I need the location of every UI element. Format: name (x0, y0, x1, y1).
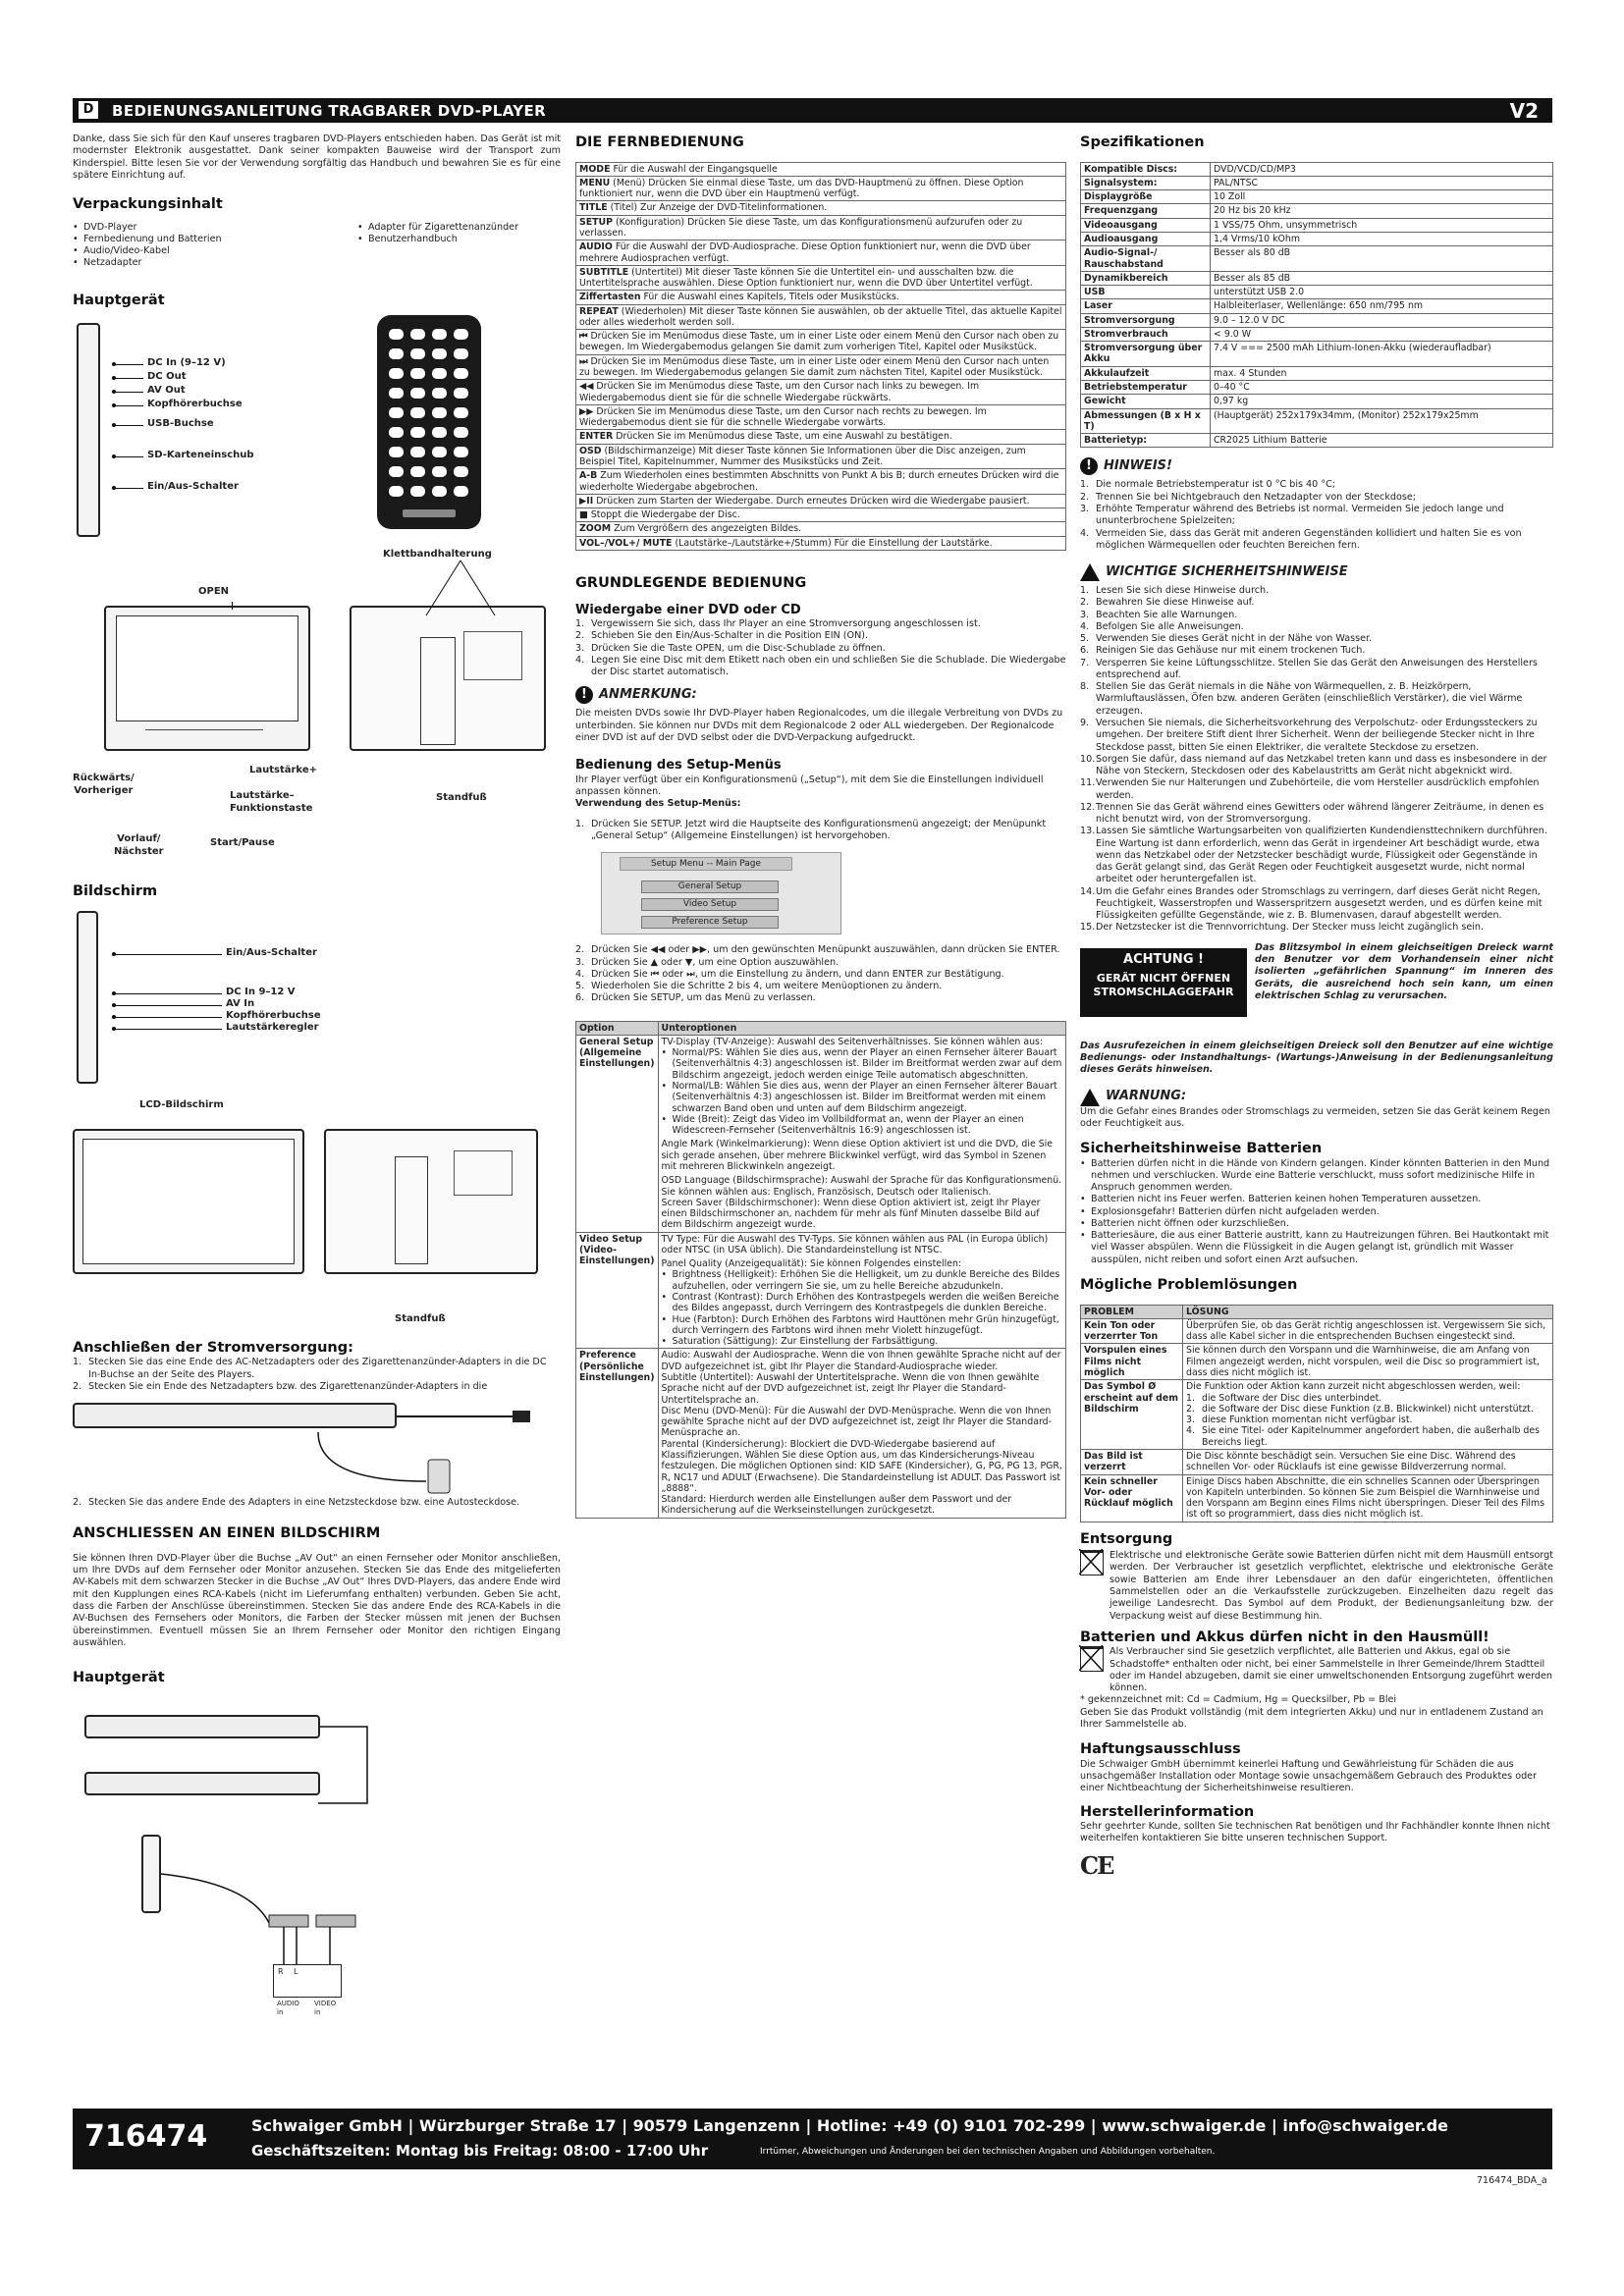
remote-row (576, 469, 1066, 495)
next-label: Vorlauf/ Nächster (114, 833, 164, 858)
port-label-headphone: Kopfhörerbuchse (147, 399, 243, 410)
column-right (1080, 133, 1553, 1881)
achtung-block (1080, 942, 1553, 1041)
battery-disposal-text: Als Verbraucher sind Sie gesetzlich verpflichtet, alle Batterien und Akkus, egal ob sie Schadstoffe* enthalten oder nicht, bei einer Sammelstelle in Ihrer Gemeinde/Ihrem Stadtteil oder im Handel abzugeben, damit sie einer umweltschonenden Entsorgung zugeführt werden können. (1110, 1646, 1552, 1694)
specs-heading: Spezifikationen (1080, 134, 1205, 150)
safety-item: 15. Der Netzstecker ist die Trennvorrichtung. Der Stecker muss leicht zugänglich sein. (1080, 922, 1485, 934)
safety-item: 11. Verwenden Sie nur Halterungen und Zubehörteile, die vom Hersteller ausdrücklich empfohlen werden. (1080, 777, 1540, 801)
remote-desc: Drücken Sie im Menümodus diese Taste, um in einer Liste oder einem Menü den Cursor nach unten zu bewegen. Im Wiedergabemodus gelangen Sie damit zum nächsten Titel, Kapitel oder Musikstück. (579, 355, 1050, 379)
spec-label: Batterietyp: (1081, 434, 1211, 448)
power-figure (73, 1393, 561, 1497)
port-label-dc-in: DC In (9–12 V) (147, 357, 226, 369)
safety-heading: WICHTIGE SICHERHEITSHINWEISE (1106, 563, 1348, 579)
safety-item: 1. Lesen Sie sich diese Hinweise durch. (1080, 585, 1270, 597)
spec-row (1081, 299, 1553, 313)
remote-row (576, 508, 1066, 522)
package-item: • Fernbedienung und Batterien (73, 234, 357, 245)
strap-pointer (416, 559, 505, 617)
screen-front-view (73, 1129, 304, 1274)
remote-desc: Zum Vergrößern des angezeigten Bildes. (614, 523, 802, 535)
disposal-heading: Entsorgung (1080, 1530, 1173, 1547)
setup-menu-video[interactable]: Video Setup (641, 898, 779, 911)
spec-label: Stromversorgung über Akku (1081, 342, 1211, 367)
article-number: 716474 (84, 2119, 208, 2154)
battery-disposal-note: * gekennzeichnet mit: Cd = Cadmium, Hg = Quecksilber, Pb = Blei (1080, 1694, 1397, 1706)
basic-heading: GRUNDLEGENDE BEDIENUNG (575, 574, 807, 591)
remote-desc: Zum Wiederholen eines bestimmten Abschnitts von Punkt A bis B; durch erneutes Drücken wird die wiederholte Wiedergabe abgebrochen. (579, 470, 1059, 493)
package-list (73, 222, 561, 270)
spec-label: Gewicht (1081, 395, 1211, 408)
screen-av-in-label: AV In (226, 997, 255, 1009)
spec-value: 0,97 kg (1211, 395, 1553, 408)
spec-label: Betriebstemperatur (1081, 381, 1211, 395)
spec-label: Signalsystem: (1081, 176, 1211, 189)
spec-row (1081, 218, 1553, 232)
package-item: • Audio/Video-Kabel (73, 245, 357, 257)
remote-desc: Drücken zum Starten der Wiedergabe. Durch erneutes Drücken wird die Wiedergabe pausiert. (596, 495, 1030, 507)
screen-volume-label: Lautstärkeregler (226, 1021, 319, 1033)
remote-row (576, 265, 1066, 291)
setup-text: Ihr Player verfügt über ein Konfigurationsmenü („Setup“), mit dem Sie die Einstellungen individuell anpassen können. (575, 774, 1044, 798)
liability-heading: Haftungsausschluss (1080, 1741, 1241, 1758)
power-cable (73, 1393, 544, 1497)
remote-key-sub: (Bildschirmanzeige) (601, 445, 696, 456)
port-label-usb: USB-Buchse (147, 418, 214, 430)
screen-power-label: Ein/Aus-Schalter (226, 946, 317, 958)
column-left (73, 133, 561, 2016)
remote-key: OSD (579, 445, 602, 456)
safety-item: 4. Befolgen Sie alle Anweisungen. (1080, 620, 1244, 632)
screen-dc-in-label: DC In 9–12 V (226, 986, 296, 997)
remote-row (576, 430, 1066, 444)
setup-steps-2: 2. Drücken Sie ◀◀ oder ▶▶, um den gewünschten Menüpunkt auszuwählen, dann drücken Sie ENTER. 3. Drücken Sie ▲ oder ▼, um eine Option auszuwählen. 4. Drücken Sie ⏮ oder ⏭, um die Einstellung zu ändern, und dann ENTER zur Bestätigung. 5. Wiederholen Sie die Schritte 2 bis 4, um weitere Menüoptionen zu ändern. 6. Drücken Sie SETUP, um das Menü zu verlassen. (575, 944, 1060, 1004)
spec-row (1081, 176, 1553, 189)
remote-key: SUBTITLE (579, 266, 629, 278)
setup-steps-1: 1. Drücken Sie SETUP. Jetzt wird die Hauptseite des Konfigurationsmenü angezeigt; der Menüpunkt „General Setup“ (Allgemeine Einstellungen) ist hervorgehoben. (575, 818, 1047, 841)
spec-row (1081, 313, 1553, 327)
volume-minus-label: Lautstärke– Funktionstaste (230, 790, 313, 815)
power-step: Stecken Sie das andere Ende des Adapters in eine Netzsteckdose bzw. eine Autosteckdose. (88, 1497, 520, 1509)
safety-item: 9. Versuchen Sie niemals, die Sicherheitsvorkehrung des Verpolschutz- oder Erdungssteckers zu umgehen. Der breitere Stift dient Ihrer Sicherheit. Wenn der beiliegende Stecker nicht in Ihre Steckdose passt, bitten Sie einen Elektriker, die veraltete Steckdose zu ersetzen. (1080, 717, 1538, 753)
business-hours: Geschäftszeiten: Montag bis Freitag: 08:00 - 17:00 Uhr (251, 2142, 709, 2160)
warnung-text: Um die Gefahr eines Brandes oder Stromschlags zu vermeiden, setzen Sie das Gerät keinem Regen oder Feuchtigkeit aus. (1080, 1105, 1551, 1129)
spec-value: 1,4 Vrms/10 kOhm (1211, 232, 1553, 245)
safety-item: 2. Bewahren Sie diese Hinweise auf. (1080, 597, 1255, 609)
remote-row (576, 380, 1066, 405)
spec-row (1081, 204, 1553, 218)
remote-desc: Zur Anzeige der DVD-Titelinformationen. (640, 202, 828, 214)
spec-value: 20 Hz bis 20 kHz (1211, 204, 1553, 218)
hinweis-list: 1. Die normale Betriebstemperatur ist 0 °C bis 40 °C; 2. Trennen Sie bei Nichtgebrauch den Netzadapter von der Steckdose; 3. Erhöhte Temperatur während des Betriebs ist normal. Vermeiden Sie jedoch lange und ununterbrochene Spielzeiten; 4. Vermeiden Sie, dass das Gerät mit anderen Gegenständen kollidiert und halten Sie es von möglichen Wärmequellen oder feuchten Bereichen fern. (1080, 479, 1522, 551)
remote-desc: Für die Auswahl der DVD-Audiosprache. Diese Option funktioniert nur, wenn die DVD über mehrere Audiosprachen verfügt. (579, 241, 1031, 264)
column-middle (575, 133, 1066, 1519)
spec-row (1081, 286, 1553, 299)
spec-value: Halbleiterlaser, Wellenlänge: 650 nm/795 nm (1211, 299, 1553, 313)
spec-label: Abmessungen (B x H x T) (1081, 408, 1211, 434)
spec-row (1081, 342, 1553, 367)
remote-key: MENU (579, 177, 611, 188)
manufacturer-heading: Herstellerinformation (1080, 1803, 1255, 1820)
remote-desc: Drücken Sie im Menümodus diese Taste, um eine Auswahl zu bestätigen. (616, 431, 952, 443)
remote-desc: Für die Auswahl der Eingangsquelle (613, 163, 778, 175)
remote-row (576, 444, 1066, 469)
safety-list (1080, 585, 1553, 934)
warnung-heading: WARNUNG: (1106, 1089, 1187, 1104)
footer-disclaimer: Irrtümer, Abweichungen und Änderungen bei den technischen Angaben und Abbildungen vorbehalten. (760, 2147, 1216, 2157)
spec-label: Kompatible Discs: (1081, 162, 1211, 176)
battery-disposal-note-2: Geben Sie das Produkt vollständig (mit dem integrierten Akku) und nur in entladenem Zustand an Ihrer Sammelstelle ab. (1080, 1706, 1543, 1730)
remote-key: Ziffertasten (579, 292, 641, 303)
warning-triangle-icon (1080, 1089, 1100, 1106)
setup-menu-title: Setup Menu -- Main Page (620, 857, 792, 871)
audio-in-label: AUDIO in (277, 1999, 299, 2016)
remote-desc: Drücken Sie einmal diese Taste, um das DVD-Hauptmenü zu öffnen. Diese Option funktioniert nur, wenn die DVD über ein Hauptmenü verfügt. (579, 177, 1024, 200)
screen-side-view (77, 911, 98, 1084)
remote-key: ENTER (579, 431, 614, 443)
tv-main-unit-heading: Hauptgerät (73, 1670, 165, 1686)
remote-row (576, 494, 1066, 507)
version-label: V2 (1509, 99, 1539, 123)
spec-row (1081, 381, 1553, 395)
page-title: BEDIENUNGSANLEITUNG TRAGBARER DVD-PLAYER (112, 102, 547, 120)
spec-label: Displaygröße (1081, 190, 1211, 204)
safety-item: 13. Lassen Sie sämtliche Wartungsarbeiten von qualifizierten Kundendiensttechnikern durchführen. Eine Wartung ist dann erforderlich, wenn das Gerät in irgendeiner Art beschädigt wurde, etwa wenn das Netzkabel oder der Netzstecker beschädigt wurde, Flüssigkeit oder Gegenstände in das Gerät gelangt sind, das Gerät Regen oder Feuchtigkeit ausgesetzt wurde, nicht normal arbeitet oder heruntergefallen ist. (1080, 826, 1547, 885)
safety-item: 6. Reinigen Sie das Gehäuse nur mit einem trockenen Tuch. (1080, 645, 1366, 657)
remote-key-sub: (Menü) (610, 177, 646, 188)
setup-menu-preference[interactable]: Preference Setup (641, 916, 779, 929)
spec-value: DVD/VCD/CD/MP3 (1211, 162, 1553, 176)
playback-steps: 1. Vergewissern Sie sich, dass Ihr Player an eine Stromversorgung angeschlossen ist. 2. Schieben Sie den Ein/Aus-Schalter in die Position EIN (ON). 3. Drücken Sie die Taste OPEN, um die Disc-Schublade zu öffnen. 4. Legen Sie eine Disc mit dem Etikett nach oben ein und schließen Sie die Schublade. Die Wiedergabe der Disc startet automatisch. (575, 618, 1066, 678)
remote-control-image (377, 315, 481, 529)
remote-key-sub: (Titel) (607, 202, 638, 214)
spec-label: Audioausgang (1081, 232, 1211, 245)
disposal-text: Elektrische und elektronische Geräte sowie Batterien dürfen nicht mit dem Hausmüll entsorgt werden. Der Verbraucher ist gesetzlich verpflichtet, elektrische und elektronische Geräte sowie Batterien am Ende ihrer Lebensdauer an den dafür eingerichteten, öffentlichen Sammelstellen oder an die Verkaufsstelle zurückzugeben. Einzelheiten dazu regelt das jeweilige Landesrecht. Das Symbol auf dem Produkt, der Bedienungsanleitung bzw. der Verpackung weist auf diese Bestimmung hin. (1110, 1550, 1553, 1622)
remote-desc: Für die Auswahl eines Kapitels, Titels oder Musikstücks. (643, 292, 899, 303)
spec-row (1081, 408, 1553, 434)
option-video: Video Setup (Video-Einstellungen) (576, 1232, 659, 1349)
spec-label: Laser (1081, 299, 1211, 313)
remote-desc: Mit dieser Taste können Sie Informationen über die Disc anzeigen, zum Beispiel Titel, Kapitelnummer, Nummer des Musikstücks und Zeit. (579, 445, 1026, 468)
remote-key: VOL–/VOL+/ MUTE (579, 537, 673, 549)
spec-row (1081, 395, 1553, 408)
spec-value: PAL/NTSC (1211, 176, 1553, 189)
remote-key: ⏭ (579, 355, 588, 367)
info-icon: ! (575, 686, 593, 704)
remote-desc: Drücken Sie im Menümodus diese Taste, um den Cursor nach links zu bewegen. Im Wiedergabemodus dient sie für die schnelle Wiedergabe rückwärts. (579, 381, 980, 403)
spec-row (1081, 366, 1553, 380)
remote-key-sub: (Untertitel) (628, 266, 682, 278)
power-step: Stecken Sie ein Ende des Netzadapters bzw. des Zigarettenanzünder-Adapters in die (88, 1380, 488, 1392)
main-unit-heading: Hauptgerät (73, 292, 165, 308)
safety-item: 7. Versperren Sie keine Lüftungsschlitze. Stellen Sie das Gerät den Anweisungen des Herstellers entsprechend auf. (1080, 657, 1538, 680)
remote-heading: DIE FERNBEDIENUNG (575, 134, 744, 150)
safety-item: 3. Beachten Sie alle Warnungen. (1080, 609, 1238, 620)
info-icon: ! (1080, 457, 1098, 475)
spec-label: Audio-Signal-/ Rauschabstand (1081, 246, 1211, 272)
remote-desc: Drücken Sie im Menümodus diese Taste, um den Cursor nach rechts zu bewegen. Im Wiedergabemodus dient sie für die schnelle Wiedergabe vorwärts. (579, 405, 987, 429)
strap-label: Klettbandhalterung (383, 549, 492, 561)
spec-value: 10 Zoll (1211, 190, 1553, 204)
port-label-av-out: AV Out (147, 385, 186, 397)
remote-key: ZOOM (579, 523, 612, 535)
company-info: Schwaiger GmbH | Würzburger Straße 17 | 90579 Langenzenn | Hotline: +49 (0) 9101 702-299 | www.schwaiger.de | info@schwaiger.de (251, 2116, 1448, 2135)
battery-safety-list: • Batterien dürfen nicht in die Hände von Kindern gelangen. Kinder könnten Batterien in den Mund nehmen und verschlucken. Wurde eine Batterie verschluckt, muss sofort medizinische Hilfe in Anspruch genommen werden. • Batterien nicht ins Feuer werfen. Batterien keinen hohen Temperaturen aussetzen. • Explosionsgefahr! Batterien dürfen nicht aufgeladen werden. • Batterien nicht öffnen oder kurzschließen. • Batteriesäure, die aus einer Batterie austritt, kann zu Hautreizungen führen. Bei Hautkontakt mit viel Wasser abspülen. Wenn die Flüssigkeit in die Augen gelangt ist, gründlich mit Wasser ausspülen, nicht reiben und sofort einen Arzt aufsuchen. (1080, 1158, 1553, 1266)
tv-figure (73, 1687, 561, 2016)
battery-disposal-block (1080, 1646, 1553, 1694)
trouble-heading: Mögliche Problemlösungen (1080, 1277, 1298, 1294)
safety-item: 8. Stellen Sie das Gerät niemals in die Nähe von Wärmequellen, z. B. Heizkörpern, Warmluftauslässen, Öfen bzw. anderen Geräten (einschließlich Verstärker), die viel Wärme erzeugen. (1080, 681, 1523, 717)
package-item: • Netzadapter (73, 257, 357, 269)
start-pause-label: Start/Pause (210, 837, 275, 849)
package-item: • Adapter für Zigarettenanzünder (357, 222, 518, 234)
power-step: Stecken Sie das eine Ende des AC-Netzadapters oder des Zigarettenanzünder-Adapters in die DC In-Buchse an der Seite des Players. (88, 1357, 547, 1380)
port-label-sd: SD-Karteneinschub (147, 450, 254, 461)
remote-key: SETUP (579, 216, 614, 228)
safety-item: 14. Um die Gefahr eines Brandes oder Stromschlags zu verringern, darf dieses Gerät nicht Regen, Feuchtigkeit, Wasserstropfen und Wasserspritzern ausgesetzt werden, und es dürfen keine mit Flüssigkeiten gefüllte Gegenstände, wie z. B. Blumenvasen, darauf abgestellt werden. (1080, 885, 1543, 922)
remote-key: ■ (579, 509, 588, 521)
remote-key: MODE (579, 163, 611, 175)
open-label: OPEN (198, 586, 230, 598)
spec-row (1081, 434, 1553, 448)
hinweis-block (1080, 457, 1553, 475)
note-heading: ANMERKUNG: (599, 687, 697, 703)
spec-row (1081, 246, 1553, 272)
tv-jack-panel: R L (273, 1964, 342, 1998)
spec-value: unterstützt USB 2.0 (1211, 286, 1553, 299)
spec-value: 1 VSS/75 Ohm, unsymmetrisch (1211, 218, 1553, 232)
crossed-bin-icon (1080, 1550, 1104, 1575)
player-side-view (77, 323, 100, 537)
lcd-label: LCD-Bildschirm (139, 1098, 224, 1110)
power-steps-2: 2. Stecken Sie das andere Ende des Adapters in eine Netzsteckdose bzw. eine Autosteckdose. (73, 1497, 520, 1509)
screen-figure (73, 901, 561, 1333)
remote-key: AUDIO (579, 241, 613, 253)
spec-row (1081, 190, 1553, 204)
power-heading: Anschließen der Stromversorgung: (73, 1339, 353, 1356)
spec-row (1081, 232, 1553, 245)
warnung-block (1080, 1089, 1553, 1106)
note-block (575, 686, 1066, 704)
achtung-text-2: Das Ausrufezeichen in einem gleichseitigen Dreieck soll den Benutzer auf eine wichtige Bedienungs- oder Instandhaltungs- (Wartungs-)Anweisung in der Bedienungsanleitung dieses Geräts hinweisen. (1080, 1040, 1553, 1076)
remote-row (576, 291, 1066, 304)
stand-label: Standfuß (436, 792, 487, 804)
remote-row (576, 522, 1066, 536)
safety-item: 5. Verwenden Sie dieses Gerät nicht in der Nähe von Wasser. (1080, 633, 1373, 645)
remote-key: ▶▶ (579, 405, 594, 417)
battery-disposal-heading: Batterien und Akkus dürfen nicht in den Hausmüll! (1080, 1629, 1489, 1645)
remote-desc: Mit dieser Taste können Sie auswählen, ob der aktuelle Titel, das aktuelle Kapitel oder alles wiederholt werden soll. (579, 305, 1062, 328)
port-label-dc-out: DC Out (147, 371, 187, 383)
note-text: Die meisten DVDs sowie Ihr DVD-Player haben Regionalcodes, um die illegale Verbreitung von DVDs zu unterbinden. Sie können nur DVDs mit dem Regionalcode 2 oder ALL wiedergeben. Der Regionalcode einer DVD ist auf der DVD selbst oder die DVD-Verpackung aufgedruckt. (575, 708, 1063, 744)
spec-value: 9.0 – 12.0 V DC (1211, 313, 1553, 327)
spec-value: 7.4 V === 2500 mAh Lithium-Ionen-Akku (wiederaufladbar) (1211, 342, 1553, 367)
manufacturer-text: Sehr geehrter Kunde, sollten Sie technischen Rat benötigen und Ihr Fachhändler konnte Ihnen nicht weiterhelfen kontaktieren Sie bitte unseren technischen Support. (1080, 1821, 1550, 1844)
achtung-box: ACHTUNG ! GERÄT NICHT ÖFFNEN STROMSCHLAGGEFAHR (1080, 948, 1247, 1017)
disposal-block (1080, 1550, 1553, 1623)
prev-label: Rückwärts/ Vorheriger (73, 773, 135, 797)
remote-key: ▶II (579, 495, 594, 507)
crossed-bin-icon (1080, 1646, 1104, 1672)
ce-mark: CE (1080, 1850, 1113, 1880)
remote-row (576, 354, 1066, 380)
remote-row (576, 162, 1066, 176)
spec-value: Besser als 85 dB (1211, 271, 1553, 285)
player-back-view (350, 606, 546, 751)
option-general: General Setup (Allgemeine Einstellungen) (576, 1035, 659, 1232)
document-id: 716474_BDA_a (1477, 2175, 1547, 2186)
tv-heading: ANSCHLIESSEN AN EINEN BILDSCHIRM (73, 1525, 381, 1542)
spec-label: Videoausgang (1081, 218, 1211, 232)
spec-value: (Hauptgerät) 252x179x34mm, (Monitor) 252x179x25mm (1211, 408, 1553, 434)
remote-desc: Stoppt die Wiedergabe der Disc. (590, 509, 740, 521)
spec-row (1081, 271, 1553, 285)
remote-row (576, 536, 1066, 550)
spec-label: Stromversorgung (1081, 313, 1211, 327)
package-item: • Benutzerhandbuch (357, 234, 518, 245)
player-front-view (104, 606, 310, 751)
trouble-table: PROBLEM LÖSUNG Kein Ton oder verzerrter Ton Überprüfen Sie, ob das Gerät richtig angeschlossen ist. Vergewissern Sie sich, dass alle Kabel sicher in die entsprechenden Buchsen eingesteckt sind. Vorspulen eines Films nicht möglich Sie können durch den Vorspann und die Warnhinweise, die am Anfang von Filmen angezeigt werden, nicht vorspulen, weil die Disc so programmiert ist, dass dies nicht möglich ist. Das Symbol Ø erscheint auf dem Bildschirm Die Funktion oder Aktion kann zurzeit nicht abgeschlossen werden, weil: 1. die Software der Disc dies unterbindet. 2. die Software der Disc diese Funktion (z.B. Blickwinkel) nicht unterstützt. 3. diese Funktion momentan nicht verfügbar ist. 4. Sie eine Titel- oder Kapitelnummer angefordert haben, die außerhalb des Bereichs liegt. Das Bild ist verzerrt Die Disc könnte beschädigt sein. Versuchen Sie eine Disc. Während des schnellen Vor- oder Rücklaufs ist eine gewisse Bildverzerrung normal. Kein schneller Vor- oder Rücklauf möglich Einige Discs haben Abschnitte, die ein schnelles Scannen oder Überspringen von Kapiteln unterbinden. So können Sie zum Beispiel die Warnhinweise und den Vorspann am Beginn eines Films nicht überspringen. Dieser Teil des Films ist oft so programmiert, dass dies nicht möglich ist. (1080, 1305, 1553, 1522)
spec-value: max. 4 Stunden (1211, 366, 1553, 380)
av-cables (73, 1687, 544, 2002)
page-header (73, 98, 1552, 123)
video-in-label: VIDEO in (314, 1999, 337, 2016)
spec-label: Frequenzgang (1081, 204, 1211, 218)
spec-row (1081, 327, 1553, 341)
remote-row (576, 215, 1066, 240)
remote-desc: (Lautstärke–/Lautstärke+/Stumm) Für die Einstellung der Lautstärke. (675, 537, 993, 549)
setup-menu-general[interactable]: General Setup (641, 881, 779, 893)
warning-triangle-icon (1080, 563, 1100, 581)
language-badge: D (79, 101, 98, 119)
spec-label: Stromverbrauch (1081, 327, 1211, 341)
specs-table (1080, 162, 1553, 449)
spec-value: < 9.0 W (1211, 327, 1553, 341)
option-preference: Preference (Persönliche Einstellungen) (576, 1349, 659, 1518)
safety-block (1080, 563, 1553, 581)
battery-safety-heading: Sicherheitshinweise Batterien (1080, 1141, 1323, 1157)
remote-key: ◀◀ (579, 381, 594, 393)
achtung-text-1: Das Blitzsymbol in einem gleichseitigen Dreieck warnt den Benutzer vor dem Vorhandensein einer nicht isolierten „gefährlichen Spannung“ im Inneren des Geräts, die ausreichend hoch sein kann, um einen elektrischen Schlag zu verursachen. (1255, 941, 1553, 1001)
setup-use: Verwendung des Setup-Menüs: (575, 798, 741, 810)
liability-text: Die Schwaiger GmbH übernimmt keinerlei Haftung und Gewährleistung für Schäden die aus unsachgemäßer Installation oder Montage sowie unsachgemäßem Gebrauch des Produktes oder einer Nichtbeachtung der Sicherheitshinweise resultieren. (1080, 1758, 1538, 1794)
screen-stand-label: Standfuß (395, 1312, 446, 1324)
remote-key-sub: (Wiederholen) (618, 305, 686, 317)
remote-row (576, 240, 1066, 266)
remote-row (576, 176, 1066, 201)
spec-row (1081, 162, 1553, 176)
remote-key-sub: (Konfiguration) (613, 216, 685, 228)
remote-key: TITLE (579, 202, 608, 214)
volume-plus-label: Lautstärke+ (249, 765, 317, 776)
hinweis-heading: HINWEIS! (1104, 458, 1172, 474)
safety-item: 10. Sorgen Sie dafür, dass niemand auf das Netzkabel treten kann und dass es insbesondere in der Nähe von Steckern, Steckdosen oder des Kabelaustritts am Gerät nicht abgeknickt wird. (1080, 753, 1547, 777)
remote-desc: Mit dieser Taste können Sie die Untertitel ein- und ausschalten bzw. die Untertitelsprache auswählen. Diese Option funktioniert nur, wenn die DVD über Untertitel verfügt. (579, 266, 1033, 290)
setup-menu-image (601, 852, 841, 934)
spec-value: Besser als 80 dB (1211, 246, 1553, 272)
port-label-power: Ein/Aus-Schalter (147, 481, 239, 493)
tv-text: Sie können Ihren DVD-Player über die Buchse „AV Out“ an einen Fernseher oder Monitor anschließen, um Ihre DVDs auf dem Fernseher oder Monitor anzusehen. Stecken Sie das Ende des mitgelieferten AV-Kabels mit dem schwarzen Stecker in die Buchse „AV Out“ Ihres DVD-Players, das andere Ende wird mit den Kupplungen eines RCA-Kabels (nicht im Lieferumfang enthalten) verbunden. Geben Sie acht, dass die Farben der Anschlüsse übereinstimmen. Stecken Sie das andere Ende des RCA-Kabels in die AV-Buchsen des Fernsehers oder Monitors, die Farben der Stecker müssen mit jenen der Buchsen übereinstimmen. Eventuell müssen Sie an Ihrem Fernseher oder Monitor den richtigen Eingang auswählen. (73, 1552, 561, 1648)
screen-headphone-label: Kopfhörerbuchse (226, 1009, 321, 1021)
safety-item: 12. Trennen Sie das Gerät während eines Gewitters oder während längerer Zeiträume, in denen es nicht benutzt wird, von der Stromversorgung. (1080, 801, 1544, 826)
spec-label: USB (1081, 286, 1211, 299)
front-back-figure (73, 602, 561, 873)
remote-desc: Drücken Sie im Menümodus diese Taste, um in einer Liste oder einem Menü den Cursor nach oben zu bewegen. Im Wiedergabemodus gelangen Sie damit zum vorherigen Titel, Kapitel oder Musikstück. (579, 331, 1059, 353)
remote-key: A-B (579, 470, 598, 482)
options-table: Option Unteroptionen General Setup (Allgemeine Einstellungen) TV-Display (TV-Anzeige): Auswahl des Seitenverhältnisses. Sie können wählen aus: • Normal/PS: Wählen Sie dies aus, wenn der Player an einen Fernseher älterer Bauart (Seitenverhältnis 4:3) angeschlossen ist. Bilder im Breitformat werden zwar auf dem Bildschirm angezeigt, jedoch werden einige Teile automatisch abgeschnitten. • Normal/LB: Wählen Sie dies aus, wenn der Player an einen Fernseher älterer Bauart (Seitenverhältnis 4:3) angeschlossen ist. Bilder im Breitformat werden mit einem schwarzen Band oben und unten auf dem Bildschirm angezeigt. • Wide (Breit): Zeigt das Video im Vollbildformat an, wenn der Player an einen Widescreen-Fernseher (Seitenverhältnis 16:9) angeschlossen ist. Angle Mark (Winkelmarkierung): Wenn diese Option aktiviert ist und die DVD, die Sie sich gerade ansehen, über mehrere Blickwinkel verfügt, wird das Symbol in Szenen mit mehreren Blickwinkeln angezeigt. OSD Language (Bildschirmsprache): Auswahl der Sprache für das Konfigurationsmenü. Sie können wählen aus: Englisch, Französisch, Deutsch oder Italienisch. Screen Saver (Bildschirmschoner): Wenn diese Option aktiviert ist, zeigt Ihr Player einen Bildschirmschoner an, nachdem für mehr als fünf Minuten dasselbe Bild auf dem Bildschirm angezeigt wurde. Video Setup (Video-Einstellungen) TV Type: Für die Auswahl des TV-Typs. Sie können wählen aus PAL (in Europa üblich) oder NTSC (in USA üblich). Die Standardeinstellung ist NTSC. Panel Quality (Anzeigequalität): Sie können Folgendes einstellen: • Brightness (Helligkeit): Erhöhen Sie die Helligkeit, um zu dunkle Bereiche des Bildes aufzuhellen, oder verringern Sie sie, um zu helle Bereiche abzudunkeln. • Contrast (Kontrast): Durch Erhöhen des Kontrastpegels werden die weißen Bereiche des Bildes angepasst, durch Verringern des Kontrastpegels die dunklen Bereiche. • Hue (Farbton): Durch Erhöhen des Farbtons wird Hauttönen mehr Grün hinzugefügt, durch Verringern des Farbtons wird ihnen mehr Violett hinzugefügt. • Saturation (Sättigung): Zur Einstellung der Farbsättigung. Preference (Persönliche Einstellungen) Audio: Auswahl der Audiosprache. Wenn die von Ihnen gewählte Sprache nicht auf der DVD aufgezeichnet ist, gibt Ihr Player die Standard-Audiosprache wieder. Subtitle (Untertitel): Auswahl der Untertitelsprache. Wenn die von Ihnen gewählte Sprache nicht auf der DVD aufgezeichnet ist, zeigt Ihr Player die Standard-Untertitelsprache an. Disc Menu (DVD-Menü): Für die Auswahl der DVD-Menüsprache. Wenn die von Ihnen gewählte Sprache nicht auf der DVD aufgezeichnet ist, zeigt Ihr Player die Standard-Menüsprache an. Parental (Kindersicherung): Blockiert die DVD-Wiedergabe basierend auf Klassifizierungen. Wählen Sie diese Option aus, um das Kindersicherungs-Niveau festzulegen. Die möglichen Optionen sind: KID SAFE (Kindersicher), G, PG, PG 13, PGR, R, NC17 und ADULT (Erwachsene). Die Standardeinstellung ist ADULT. Das Passwort ist „8888“. Standard: Hierdurch werden alle Einstellungen außer dem Passwort und der Kindersicherung auf die Werkseinstellungen zurückgesetzt. (575, 1021, 1066, 1519)
remote-row (576, 404, 1066, 430)
spec-label: Akkulaufzeit (1081, 366, 1211, 380)
package-item: • DVD-Player (73, 222, 357, 234)
intro-text: Danke, dass Sie sich für den Kauf unseres tragbaren DVD-Players entschieden haben. Das Gerät ist mit modernster Elektronik ausgestattet. Dank seiner kompakten Bauweise wird der Transport zum Kinderspiel. Bitte lesen Sie vor der Verwendung sorgfältig das Handbuch und bewahren Sie es für eine spätere Einrichtung auf. (73, 133, 561, 181)
remote-row (576, 330, 1066, 355)
spec-value: 0–40 °C (1211, 381, 1553, 395)
playback-heading: Wiedergabe einer DVD oder CD (575, 602, 801, 617)
power-steps: 1. Stecken Sie das eine Ende des AC-Netzadapters oder des Zigarettenanzünder-Adapters in die DC In-Buchse an der Seite des Players. 2. Stecken Sie ein Ende des Netzadapters bzw. des Zigarettenanzünder-Adapters in die (73, 1357, 547, 1392)
remote-table (575, 162, 1066, 551)
page-footer (73, 2109, 1552, 2169)
remote-desc: Drücken Sie diese Taste, um das Konfigurationsmenü aufzurufen oder zu verlassen. (579, 216, 1023, 239)
spec-value: CR2025 Lithium Batterie (1211, 434, 1553, 448)
screen-back-view (324, 1129, 538, 1274)
screen-heading: Bildschirm (73, 883, 158, 900)
remote-row (576, 201, 1066, 215)
remote-key: ⏮ (579, 331, 588, 343)
remote-key: REPEAT (579, 305, 619, 317)
setup-heading: Bedienung des Setup-Menüs (575, 758, 782, 774)
package-heading: Verpackungsinhalt (73, 196, 223, 213)
spec-label: Dynamikbereich (1081, 271, 1211, 285)
remote-row (576, 304, 1066, 330)
